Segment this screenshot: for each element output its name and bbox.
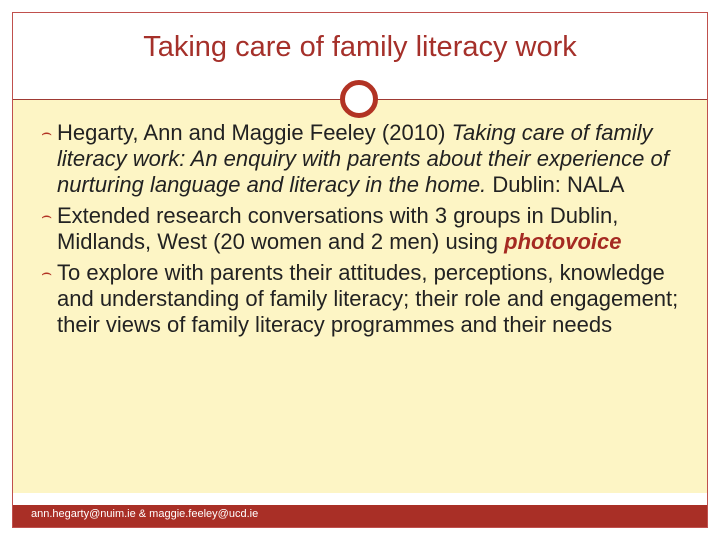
bullet-list <box>43 120 693 343</box>
slide-title: Taking care of family literacy work <box>143 31 577 63</box>
footer-bar <box>13 505 707 527</box>
purpose-text: To explore with parents their attitudes, perceptions, knowledge and understanding of family literacy; their role and engagement; their views of family literacy programmes and their needs <box>57 260 679 337</box>
curved-arrow-bullet-icon: ⌢ <box>41 206 53 225</box>
footer-emails: ann.hegarty@nuim.ie & maggie.feeley@ucd.ie <box>31 508 259 520</box>
photovoice-term: photovoice <box>504 229 622 254</box>
bullet-item-citation <box>43 120 693 198</box>
curved-arrow-bullet-icon: ⌢ <box>41 123 53 142</box>
bullet-item-purpose <box>43 260 693 338</box>
citation-publisher: Dublin: NALA <box>486 172 625 197</box>
ring-icon <box>340 80 378 118</box>
citation-title: Taking care of family literacy work: An enquiry with parents about their experience of nurturing language and literacy in the home. <box>57 120 669 197</box>
citation-authors: Hegarty, Ann and Maggie Feeley (2010) <box>57 120 452 145</box>
curved-arrow-bullet-icon: ⌢ <box>41 263 53 282</box>
research-text: Extended research conversations with 3 groups in Dublin, Midlands, West (20 women and 2 men) using <box>57 203 619 254</box>
bullet-item-research <box>43 203 693 255</box>
